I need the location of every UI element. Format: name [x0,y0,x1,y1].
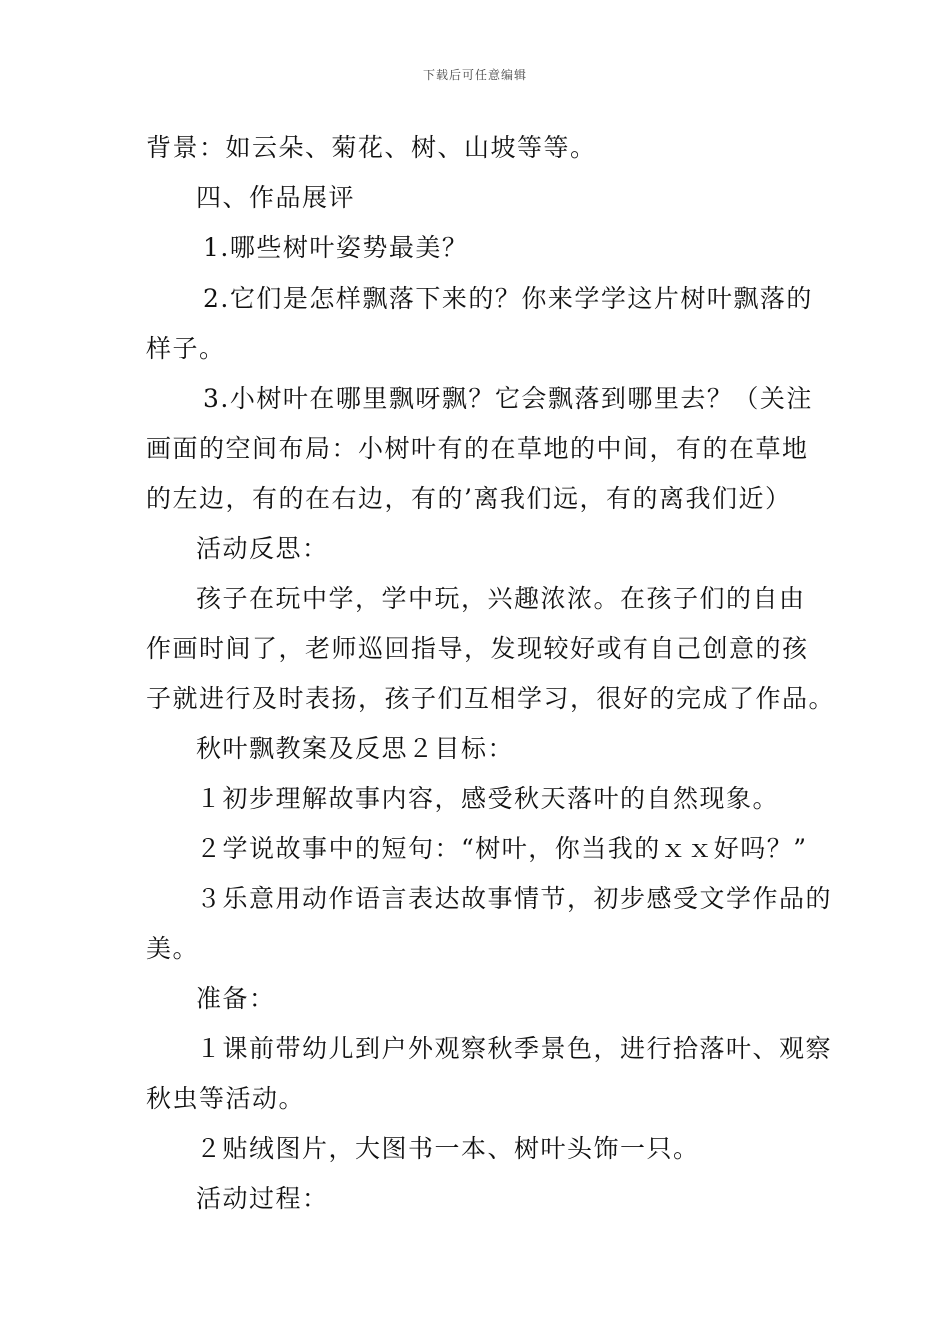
section-heading-preparation: 准备： [196,984,276,1013]
text-line-background: 背景：如云朵、菊花、树、山坡等等。 [146,133,597,162]
reflection-line-1: 孩子在玩中学，学中玩，兴趣浓浓。在孩子们的自由 [196,584,806,613]
question-2-line-1: 2.它们是怎样飘落下来的？你来学学这片树叶飘落的 [203,284,813,313]
section-heading-review: 四、作品展评 [196,183,356,212]
question-3-line-1: 3.小树叶在哪里飘呀飘？它会飘落到哪里去？（关注 [203,384,813,413]
section-heading-activity-process: 活动过程： [196,1184,329,1213]
section-heading-plan-2-goals: 秋叶飘教案及反思２目标： [196,734,515,763]
goal-3-line-1: ３乐意用动作语言表达故事情节，初步感受文学作品的 [196,884,833,913]
page-header: 下载后可任意编辑 [422,68,527,82]
goal-3-line-2: 美。 [146,934,200,963]
reflection-line-2: 作画时间了，老师巡回指导，发现较好或有自己创意的孩 [146,634,809,663]
reflection-line-3: 子就进行及时表扬，孩子们互相学习，很好的完成了作品。 [146,684,836,713]
section-heading-reflection: 活动反思： [196,534,329,563]
preparation-1-line-1: １课前带幼儿到户外观察秋季景色，进行拾落叶、观察 [196,1034,833,1063]
preparation-2: ２贴绒图片，大图书一本、树叶头饰一只。 [196,1134,700,1163]
question-1: 1.哪些树叶姿势最美？ [203,233,469,262]
question-3-line-2: 画面的空间布局：小树叶有的在草地的中间，有的在草地 [146,434,809,463]
goal-2: ２学说故事中的短句：“树叶，你当我的ｘｘ好吗？” [196,834,808,863]
preparation-1-line-2: 秋虫等活动。 [146,1084,306,1113]
question-2-line-2: 样子。 [146,334,226,363]
question-3-line-3: 的左边，有的在右边，有的’离我们远，有的离我们近） [146,484,792,513]
goal-1: １初步理解故事内容，感受秋天落叶的自然现象。 [196,784,780,813]
